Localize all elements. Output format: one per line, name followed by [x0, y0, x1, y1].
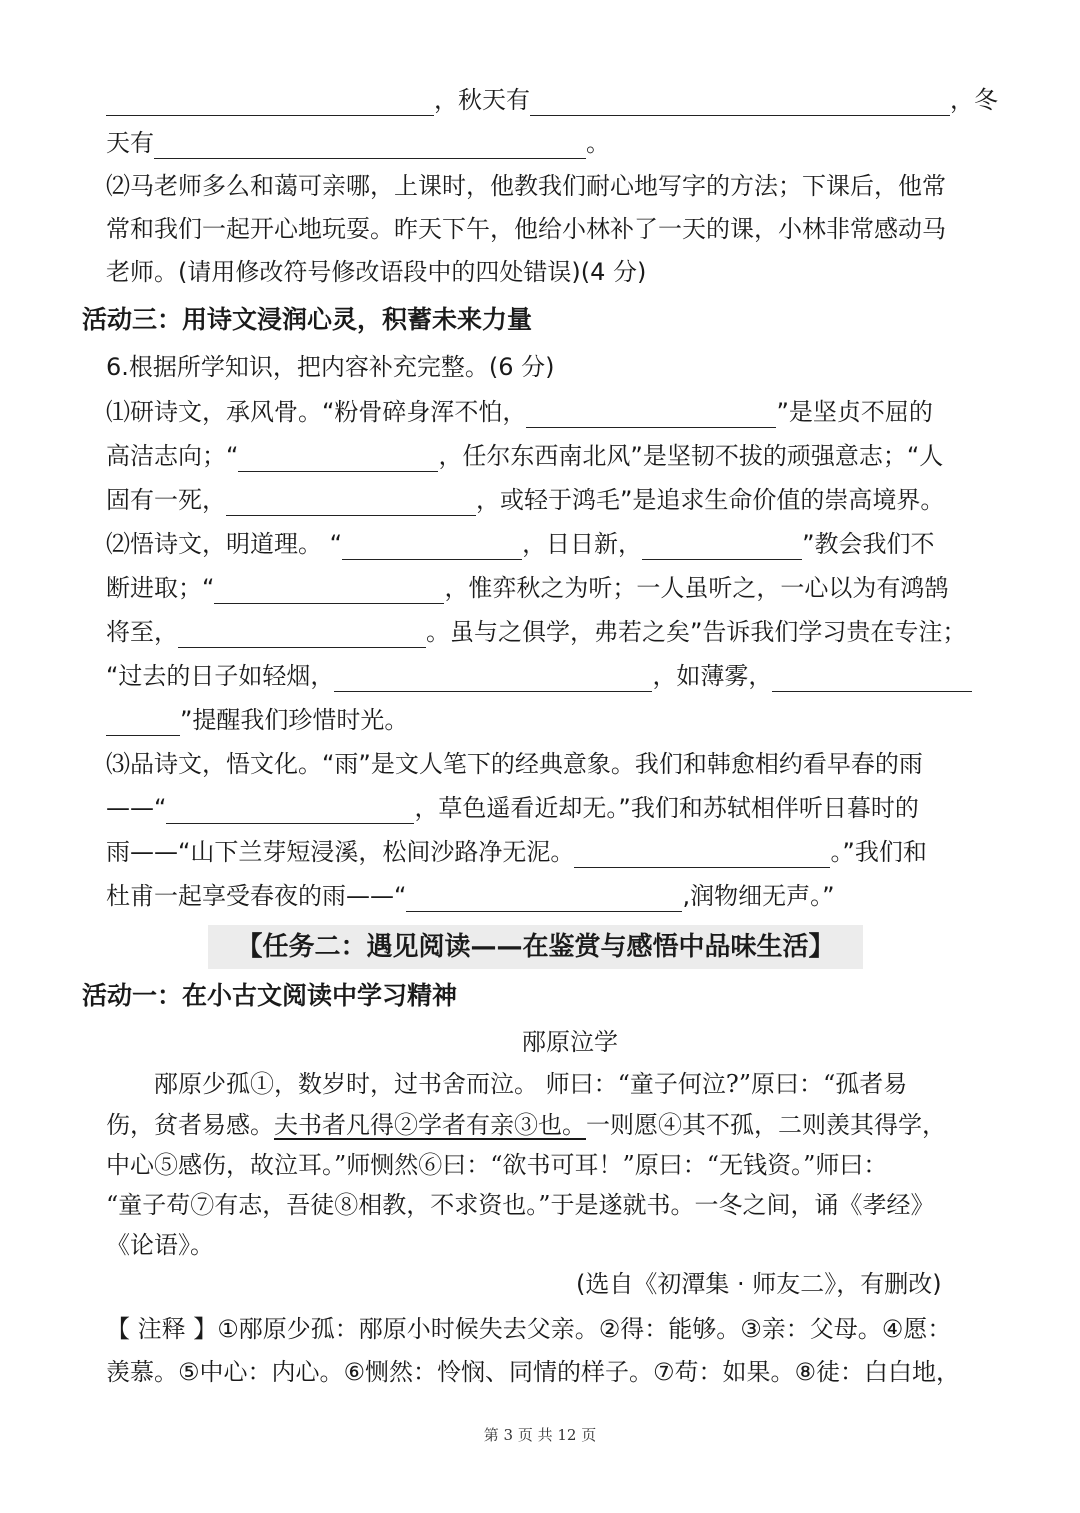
text-line: 常和我们一起开心地玩耍。昨天下午，他给小林补了一天的课，小林非常感动马: [106, 215, 946, 243]
text-segment: ”教会我们不: [802, 530, 935, 558]
text-line: [0, 786, 1080, 830]
text-segment: ,润物细无声。”: [682, 882, 835, 910]
text-segment: 伤，贫者易感。: [106, 1111, 274, 1139]
text-segment: 断进取；“: [106, 574, 215, 602]
underlined-sentence: 夫书者凡得②学者有亲③也。: [274, 1111, 586, 1139]
text-line: [0, 874, 1080, 918]
text-segment: ”是坚贞不屈的: [776, 398, 933, 426]
text-segment: 一则愿④其不孤，二则羡其得学，: [586, 1111, 946, 1139]
notes-line: 【 注释 】①邴原少孤：邴原小时候失去父亲。②得：能够。③亲：父母。④愿：: [106, 1315, 952, 1343]
text-segment: 。虽与之俱学，弗若之矣”告诉我们学习贵在专注；: [426, 618, 967, 646]
passage-line: 《论语》。: [106, 1231, 214, 1259]
text-segment: ——“: [106, 794, 167, 822]
text-segment: ，惟弈秋之为听；一人虽听之，一心以为有鸿鹄: [444, 574, 949, 602]
activity-heading: 活动三：用诗文浸润心灵，积蓄未来力量: [82, 305, 533, 334]
passage-line: “童子苟⑦有志，吾徒⑧相教，不求资也。”于是遂就书。一冬之间，诵《孝经》: [106, 1191, 935, 1219]
text-segment: ⑵悟诗文，明道理。 “: [106, 530, 343, 558]
passage-line: [106, 1103, 1080, 1147]
text-segment: ，或轻于鸿毛”是追求生命价值的崇高境界。: [476, 486, 945, 514]
answer-blank[interactable]: [238, 445, 438, 472]
text-segment: 高洁志向；“: [106, 442, 239, 470]
text-segment: 将至，: [106, 618, 178, 646]
answer-blank[interactable]: [530, 89, 950, 116]
activity-heading: 活动一：在小古文阅读中学习精神: [82, 981, 458, 1010]
text-line: [0, 610, 1080, 654]
task-title: 【任务二：遇见阅读——在鉴赏与感悟中品味生活】: [208, 925, 863, 969]
answer-blank[interactable]: [526, 401, 776, 428]
answer-blank[interactable]: [166, 797, 414, 824]
answer-blank[interactable]: [642, 533, 802, 560]
text-segment: 固有一死，: [106, 486, 226, 514]
notes-line: 羡慕。⑤中心：内心。⑥恻然：怜悯、同情的样子。⑦苟：如果。⑧徒：白白地，: [106, 1358, 961, 1386]
text-segment: “过去的日子如轻烟，: [106, 662, 335, 690]
answer-blank[interactable]: [178, 621, 426, 648]
text-segment: ”提醒我们珍惜时光。: [180, 706, 409, 734]
text-segment: ，如薄雾，: [652, 662, 773, 690]
question-title: 6.根据所学知识，把内容补充完整。(6 分): [106, 353, 555, 381]
text-segment: ，冬: [950, 86, 998, 114]
answer-blank[interactable]: [772, 665, 972, 692]
text-segment: ，日日新，: [522, 530, 643, 558]
text-line: [0, 522, 1080, 566]
text-segment: ，任尔东西南北风”是坚韧不拔的顽强意志；“人: [438, 442, 944, 470]
answer-blank[interactable]: [574, 841, 830, 868]
passage-line: 邴原少孤①，数岁时，过书舍而泣。 师曰：“童子何泣?”原曰：“孤者易: [154, 1070, 908, 1098]
text-segment: ，秋天有: [434, 86, 530, 114]
text-line: [0, 830, 1080, 874]
text-segment: ⑴研诗文，承风骨。“粉骨碎身浑不怕，: [106, 398, 527, 426]
answer-blank[interactable]: [226, 489, 476, 516]
text-line: ⑶品诗文，悟文化。“雨”是文人笔下的经典意象。我们和韩愈相约看早春的雨: [106, 750, 923, 778]
passage-title: [0, 1020, 1080, 1064]
text-line: ⑵马老师多么和蔼可亲哪，上课时，他教我们耐心地写字的方法；下课后，他常: [106, 172, 946, 200]
answer-blank[interactable]: [106, 89, 434, 116]
passage-title-text: 邴原泣学: [522, 1028, 618, 1056]
text-line: [0, 698, 1080, 742]
text-line: [0, 566, 1080, 610]
answer-blank[interactable]: [406, 885, 682, 912]
text-line: [0, 121, 1080, 165]
passage-source: (选自《初潭集 · 师友二》，有删改): [576, 1270, 942, 1298]
answer-blank[interactable]: [214, 577, 444, 604]
text-line: [0, 654, 1080, 698]
text-line: [0, 78, 1080, 122]
page-footer: 第 3 页 共 12 页: [483, 1426, 597, 1444]
answer-blank[interactable]: [154, 132, 586, 159]
text-segment: 雨——“山下兰芽短浸溪，松间沙路净无泥。: [106, 838, 575, 866]
text-segment: 。: [586, 129, 610, 157]
answer-blank[interactable]: [334, 665, 652, 692]
text-segment: 。”我们和: [830, 838, 927, 866]
text-line: [0, 390, 1080, 434]
text-line: [0, 434, 1080, 478]
text-segment: ，草色遥看近却无。”我们和苏轼相伴听日暮时的: [414, 794, 919, 822]
text-segment: 天有: [106, 129, 154, 157]
answer-blank[interactable]: [106, 709, 180, 736]
text-line: 老师。(请用修改符号修改语段中的四处错误)(4 分): [106, 258, 647, 286]
text-line: [0, 478, 1080, 522]
answer-blank[interactable]: [342, 533, 522, 560]
text-segment: 杜甫一起享受春夜的雨——“: [106, 882, 407, 910]
passage-line: 中心⑤感伤，故泣耳。”师恻然⑥曰：“欲书可耳！”原曰：“无钱资。”师曰：: [106, 1151, 888, 1179]
